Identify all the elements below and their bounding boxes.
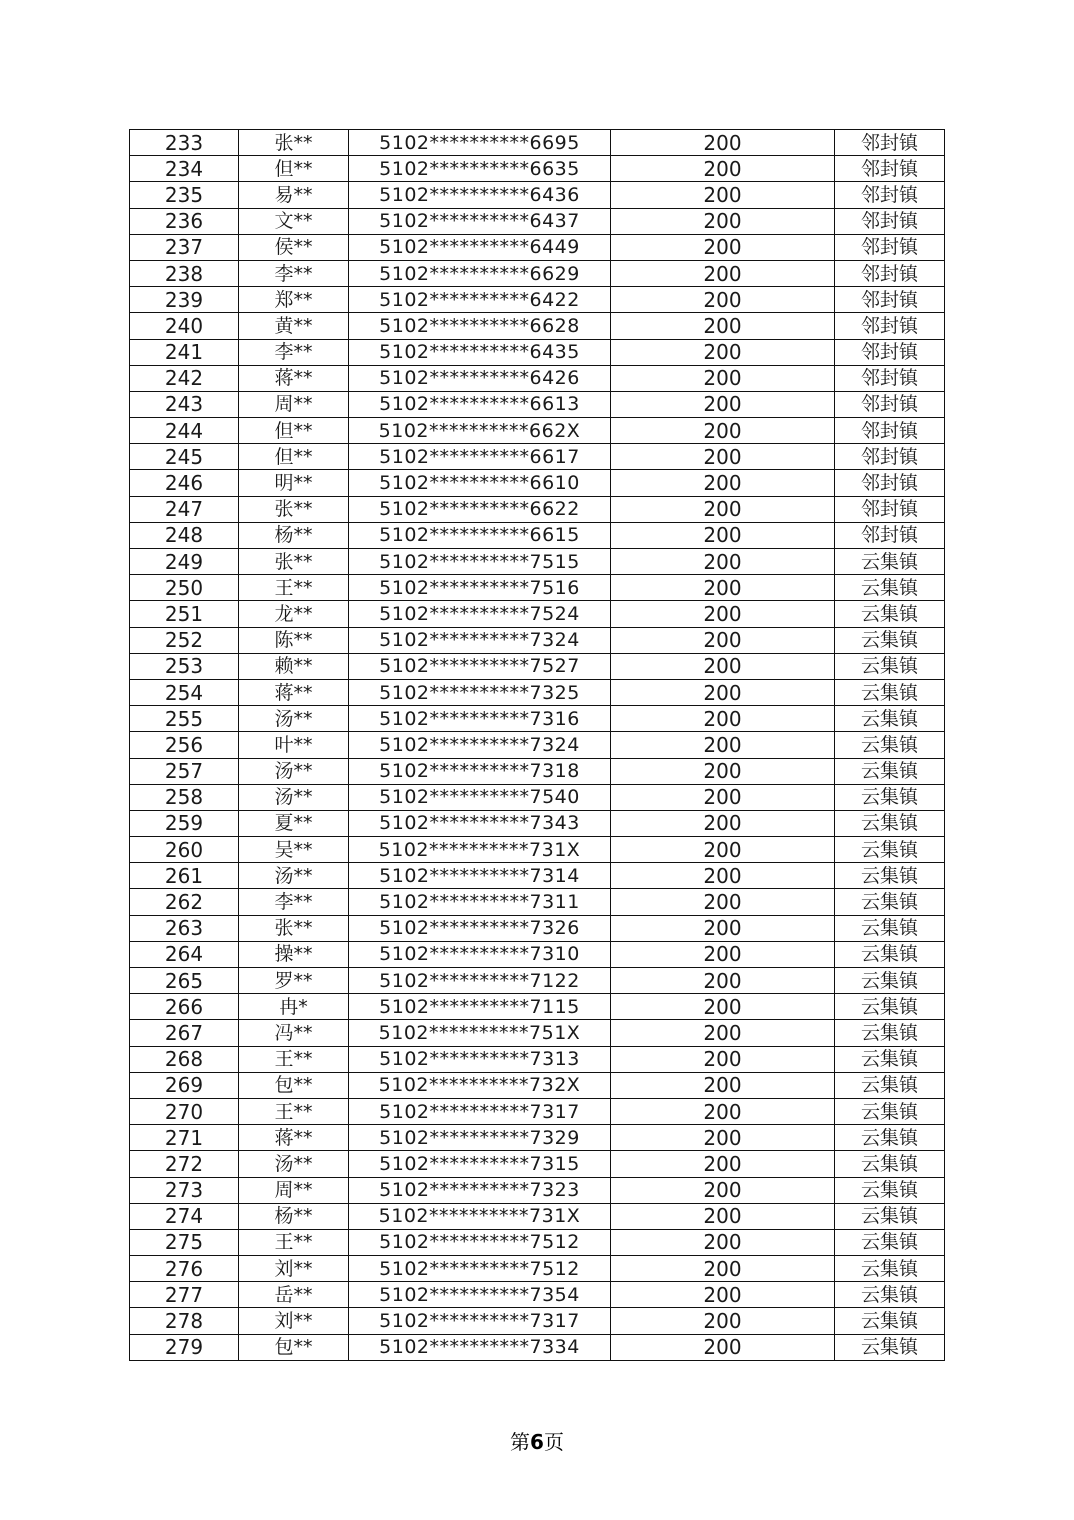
town-cell: 云集镇	[835, 784, 945, 810]
id-number-cell: 5102**********7324	[349, 732, 611, 758]
amount-cell: 200	[611, 889, 835, 915]
name-cell: 夏**	[239, 810, 349, 836]
name-cell: 但**	[239, 418, 349, 444]
table-row	[130, 156, 945, 182]
town-cell: 邻封镇	[835, 418, 945, 444]
table-row	[130, 1334, 945, 1360]
row-number-cell: 271	[130, 1125, 239, 1151]
town-cell: 云集镇	[835, 679, 945, 705]
amount-cell: 200	[611, 706, 835, 732]
table-row	[130, 1072, 945, 1098]
name-cell: 龙**	[239, 601, 349, 627]
name-cell: 汤**	[239, 1151, 349, 1177]
id-number-cell: 5102**********7310	[349, 941, 611, 967]
name-cell: 郑**	[239, 287, 349, 313]
name-cell: 但**	[239, 156, 349, 182]
id-number-cell: 5102**********7313	[349, 1046, 611, 1072]
name-cell: 张**	[239, 130, 349, 156]
town-cell: 云集镇	[835, 1229, 945, 1255]
town-cell: 云集镇	[835, 941, 945, 967]
town-cell: 邻封镇	[835, 365, 945, 391]
name-cell: 张**	[239, 496, 349, 522]
name-cell: 汤**	[239, 784, 349, 810]
name-cell: 王**	[239, 1098, 349, 1124]
row-number-cell: 245	[130, 444, 239, 470]
row-number-cell: 258	[130, 784, 239, 810]
table-row	[130, 627, 945, 653]
table-row	[130, 863, 945, 889]
amount-cell: 200	[611, 627, 835, 653]
table-row	[130, 1098, 945, 1124]
name-cell: 侯**	[239, 234, 349, 260]
table-row	[130, 1046, 945, 1072]
id-number-cell: 5102**********7329	[349, 1125, 611, 1151]
table-row	[130, 1282, 945, 1308]
id-number-cell: 5102**********7524	[349, 601, 611, 627]
id-number-cell: 5102**********6437	[349, 208, 611, 234]
page-label-prefix: 第	[510, 1430, 531, 1454]
page-number: 6	[530, 1430, 544, 1454]
row-number-cell: 259	[130, 810, 239, 836]
town-cell: 云集镇	[835, 810, 945, 836]
table-row	[130, 287, 945, 313]
town-cell: 云集镇	[835, 915, 945, 941]
name-cell: 蒋**	[239, 1125, 349, 1151]
amount-cell: 200	[611, 994, 835, 1020]
id-number-cell: 5102**********7316	[349, 706, 611, 732]
amount-cell: 200	[611, 1151, 835, 1177]
amount-cell: 200	[611, 208, 835, 234]
table-row	[130, 418, 945, 444]
town-cell: 云集镇	[835, 1334, 945, 1360]
id-number-cell: 5102**********6629	[349, 260, 611, 286]
town-cell: 云集镇	[835, 601, 945, 627]
name-cell: 罗**	[239, 968, 349, 994]
town-cell: 云集镇	[835, 994, 945, 1020]
town-cell: 云集镇	[835, 1125, 945, 1151]
id-number-cell: 5102**********7323	[349, 1177, 611, 1203]
amount-cell: 200	[611, 1229, 835, 1255]
table-row	[130, 260, 945, 286]
row-number-cell: 237	[130, 234, 239, 260]
row-number-cell: 276	[130, 1256, 239, 1282]
row-number-cell: 277	[130, 1282, 239, 1308]
name-cell: 蒋**	[239, 365, 349, 391]
name-cell: 包**	[239, 1334, 349, 1360]
name-cell: 刘**	[239, 1308, 349, 1334]
town-cell: 邻封镇	[835, 287, 945, 313]
id-number-cell: 5102**********6613	[349, 391, 611, 417]
table-row	[130, 1229, 945, 1255]
table-row	[130, 1256, 945, 1282]
town-cell: 邻封镇	[835, 260, 945, 286]
table-row	[130, 1177, 945, 1203]
name-cell: 包**	[239, 1072, 349, 1098]
name-cell: 王**	[239, 1229, 349, 1255]
amount-cell: 200	[611, 339, 835, 365]
row-number-cell: 264	[130, 941, 239, 967]
name-cell: 杨**	[239, 1203, 349, 1229]
table-row	[130, 496, 945, 522]
town-cell: 邻封镇	[835, 313, 945, 339]
amount-cell: 200	[611, 863, 835, 889]
amount-cell: 200	[611, 758, 835, 784]
amount-cell: 200	[611, 182, 835, 208]
name-cell: 王**	[239, 1046, 349, 1072]
amount-cell: 200	[611, 915, 835, 941]
amount-cell: 200	[611, 1256, 835, 1282]
row-number-cell: 274	[130, 1203, 239, 1229]
id-number-cell: 5102**********6610	[349, 470, 611, 496]
table-row	[130, 182, 945, 208]
id-number-cell: 5102**********7512	[349, 1229, 611, 1255]
row-number-cell: 270	[130, 1098, 239, 1124]
row-number-cell: 262	[130, 889, 239, 915]
row-number-cell: 257	[130, 758, 239, 784]
amount-cell: 200	[611, 1046, 835, 1072]
id-number-cell: 5102**********7326	[349, 915, 611, 941]
row-number-cell: 251	[130, 601, 239, 627]
town-cell: 云集镇	[835, 575, 945, 601]
name-cell: 冉*	[239, 994, 349, 1020]
row-number-cell: 239	[130, 287, 239, 313]
id-number-cell: 5102**********6436	[349, 182, 611, 208]
name-cell: 叶**	[239, 732, 349, 758]
town-cell: 邻封镇	[835, 339, 945, 365]
town-cell: 云集镇	[835, 1151, 945, 1177]
row-number-cell: 272	[130, 1151, 239, 1177]
town-cell: 云集镇	[835, 627, 945, 653]
amount-cell: 200	[611, 234, 835, 260]
row-number-cell: 252	[130, 627, 239, 653]
town-cell: 云集镇	[835, 1072, 945, 1098]
town-cell: 云集镇	[835, 1308, 945, 1334]
name-cell: 吴**	[239, 837, 349, 863]
town-cell: 云集镇	[835, 1282, 945, 1308]
id-number-cell: 5102**********7317	[349, 1308, 611, 1334]
row-number-cell: 233	[130, 130, 239, 156]
table-row	[130, 679, 945, 705]
amount-cell: 200	[611, 156, 835, 182]
id-number-cell: 5102**********7314	[349, 863, 611, 889]
table-row	[130, 444, 945, 470]
town-cell: 云集镇	[835, 968, 945, 994]
id-number-cell: 5102**********7318	[349, 758, 611, 784]
amount-cell: 200	[611, 1334, 835, 1360]
amount-cell: 200	[611, 837, 835, 863]
row-number-cell: 234	[130, 156, 239, 182]
town-cell: 云集镇	[835, 758, 945, 784]
amount-cell: 200	[611, 941, 835, 967]
roster-table	[129, 129, 945, 1361]
row-number-cell: 256	[130, 732, 239, 758]
amount-cell: 200	[611, 575, 835, 601]
table-row	[130, 837, 945, 863]
town-cell: 邻封镇	[835, 156, 945, 182]
amount-cell: 200	[611, 601, 835, 627]
table-row	[130, 915, 945, 941]
name-cell: 易**	[239, 182, 349, 208]
id-number-cell: 5102**********7354	[349, 1282, 611, 1308]
amount-cell: 200	[611, 1177, 835, 1203]
table-row	[130, 1125, 945, 1151]
table-row	[130, 810, 945, 836]
row-number-cell: 249	[130, 549, 239, 575]
row-number-cell: 253	[130, 653, 239, 679]
amount-cell: 200	[611, 496, 835, 522]
row-number-cell: 267	[130, 1020, 239, 1046]
amount-cell: 200	[611, 1125, 835, 1151]
name-cell: 李**	[239, 339, 349, 365]
id-number-cell: 5102**********6695	[349, 130, 611, 156]
id-number-cell: 5102**********6628	[349, 313, 611, 339]
id-number-cell: 5102**********7122	[349, 968, 611, 994]
town-cell: 邻封镇	[835, 234, 945, 260]
row-number-cell: 248	[130, 522, 239, 548]
id-number-cell: 5102**********6435	[349, 339, 611, 365]
id-number-cell: 5102**********7324	[349, 627, 611, 653]
table-row	[130, 391, 945, 417]
id-number-cell: 5102**********6635	[349, 156, 611, 182]
town-cell: 邻封镇	[835, 496, 945, 522]
table-row	[130, 234, 945, 260]
id-number-cell: 5102**********6615	[349, 522, 611, 548]
name-cell: 李**	[239, 260, 349, 286]
amount-cell: 200	[611, 1203, 835, 1229]
id-number-cell: 5102**********751X	[349, 1020, 611, 1046]
name-cell: 陈**	[239, 627, 349, 653]
row-number-cell: 241	[130, 339, 239, 365]
table-row	[130, 758, 945, 784]
name-cell: 蒋**	[239, 679, 349, 705]
name-cell: 冯**	[239, 1020, 349, 1046]
id-number-cell: 5102**********7115	[349, 994, 611, 1020]
town-cell: 云集镇	[835, 1256, 945, 1282]
name-cell: 岳**	[239, 1282, 349, 1308]
town-cell: 邻封镇	[835, 130, 945, 156]
id-number-cell: 5102**********7512	[349, 1256, 611, 1282]
id-number-cell: 5102**********7315	[349, 1151, 611, 1177]
amount-cell: 200	[611, 444, 835, 470]
amount-cell: 200	[611, 1308, 835, 1334]
table-row	[130, 968, 945, 994]
id-number-cell: 5102**********7317	[349, 1098, 611, 1124]
town-cell: 邻封镇	[835, 391, 945, 417]
row-number-cell: 260	[130, 837, 239, 863]
id-number-cell: 5102**********6617	[349, 444, 611, 470]
amount-cell: 200	[611, 365, 835, 391]
id-number-cell: 5102**********7311	[349, 889, 611, 915]
town-cell: 云集镇	[835, 549, 945, 575]
table-row	[130, 784, 945, 810]
id-number-cell: 5102**********731X	[349, 837, 611, 863]
row-number-cell: 242	[130, 365, 239, 391]
town-cell: 云集镇	[835, 1177, 945, 1203]
id-number-cell: 5102**********731X	[349, 1203, 611, 1229]
table-row	[130, 653, 945, 679]
row-number-cell: 254	[130, 679, 239, 705]
table-row	[130, 339, 945, 365]
id-number-cell: 5102**********7540	[349, 784, 611, 810]
amount-cell: 200	[611, 1020, 835, 1046]
town-cell: 云集镇	[835, 837, 945, 863]
amount-cell: 200	[611, 549, 835, 575]
row-number-cell: 279	[130, 1334, 239, 1360]
table-row	[130, 941, 945, 967]
town-cell: 云集镇	[835, 1203, 945, 1229]
amount-cell: 200	[611, 1098, 835, 1124]
town-cell: 邻封镇	[835, 182, 945, 208]
amount-cell: 200	[611, 130, 835, 156]
town-cell: 云集镇	[835, 1020, 945, 1046]
table-row	[130, 1308, 945, 1334]
name-cell: 杨**	[239, 522, 349, 548]
id-number-cell: 5102**********7334	[349, 1334, 611, 1360]
row-number-cell: 269	[130, 1072, 239, 1098]
table-row	[130, 549, 945, 575]
name-cell: 操**	[239, 941, 349, 967]
row-number-cell: 243	[130, 391, 239, 417]
town-cell: 云集镇	[835, 653, 945, 679]
row-number-cell: 261	[130, 863, 239, 889]
amount-cell: 200	[611, 391, 835, 417]
row-number-cell: 236	[130, 208, 239, 234]
town-cell: 邻封镇	[835, 470, 945, 496]
table-row	[130, 130, 945, 156]
row-number-cell: 247	[130, 496, 239, 522]
name-cell: 周**	[239, 1177, 349, 1203]
table-row	[130, 994, 945, 1020]
town-cell: 云集镇	[835, 863, 945, 889]
table-row	[130, 575, 945, 601]
row-number-cell: 250	[130, 575, 239, 601]
table-row	[130, 470, 945, 496]
name-cell: 赖**	[239, 653, 349, 679]
table-row	[130, 313, 945, 339]
row-number-cell: 263	[130, 915, 239, 941]
amount-cell: 200	[611, 313, 835, 339]
id-number-cell: 5102**********6622	[349, 496, 611, 522]
row-number-cell: 275	[130, 1229, 239, 1255]
town-cell: 邻封镇	[835, 444, 945, 470]
amount-cell: 200	[611, 470, 835, 496]
id-number-cell: 5102**********6422	[349, 287, 611, 313]
row-number-cell: 238	[130, 260, 239, 286]
id-number-cell: 5102**********7516	[349, 575, 611, 601]
name-cell: 文**	[239, 208, 349, 234]
town-cell: 邻封镇	[835, 208, 945, 234]
id-number-cell: 5102**********732X	[349, 1072, 611, 1098]
id-number-cell: 5102**********7325	[349, 679, 611, 705]
table-row	[130, 601, 945, 627]
amount-cell: 200	[611, 653, 835, 679]
amount-cell: 200	[611, 1282, 835, 1308]
table-row	[130, 522, 945, 548]
table-row	[130, 365, 945, 391]
row-number-cell: 265	[130, 968, 239, 994]
table-row	[130, 1020, 945, 1046]
town-cell: 云集镇	[835, 1098, 945, 1124]
town-cell: 云集镇	[835, 706, 945, 732]
name-cell: 刘**	[239, 1256, 349, 1282]
table-row	[130, 1151, 945, 1177]
roster-table-body	[130, 130, 945, 1361]
id-number-cell: 5102**********6449	[349, 234, 611, 260]
town-cell: 邻封镇	[835, 522, 945, 548]
id-number-cell: 5102**********662X	[349, 418, 611, 444]
name-cell: 明**	[239, 470, 349, 496]
table-row	[130, 706, 945, 732]
amount-cell: 200	[611, 260, 835, 286]
amount-cell: 200	[611, 968, 835, 994]
amount-cell: 200	[611, 732, 835, 758]
town-cell: 云集镇	[835, 1046, 945, 1072]
amount-cell: 200	[611, 784, 835, 810]
table-row	[130, 208, 945, 234]
town-cell: 云集镇	[835, 732, 945, 758]
row-number-cell: 255	[130, 706, 239, 732]
table-row	[130, 1203, 945, 1229]
row-number-cell: 240	[130, 313, 239, 339]
amount-cell: 200	[611, 810, 835, 836]
id-number-cell: 5102**********7515	[349, 549, 611, 575]
row-number-cell: 273	[130, 1177, 239, 1203]
row-number-cell: 266	[130, 994, 239, 1020]
name-cell: 但**	[239, 444, 349, 470]
amount-cell: 200	[611, 418, 835, 444]
name-cell: 汤**	[239, 706, 349, 732]
row-number-cell: 235	[130, 182, 239, 208]
id-number-cell: 5102**********6426	[349, 365, 611, 391]
amount-cell: 200	[611, 1072, 835, 1098]
name-cell: 张**	[239, 549, 349, 575]
row-number-cell: 278	[130, 1308, 239, 1334]
table-row	[130, 889, 945, 915]
table-row	[130, 732, 945, 758]
id-number-cell: 5102**********7527	[349, 653, 611, 679]
row-number-cell: 268	[130, 1046, 239, 1072]
town-cell: 云集镇	[835, 889, 945, 915]
amount-cell: 200	[611, 287, 835, 313]
name-cell: 张**	[239, 915, 349, 941]
name-cell: 汤**	[239, 863, 349, 889]
name-cell: 李**	[239, 889, 349, 915]
id-number-cell: 5102**********7343	[349, 810, 611, 836]
name-cell: 周**	[239, 391, 349, 417]
name-cell: 王**	[239, 575, 349, 601]
row-number-cell: 246	[130, 470, 239, 496]
page-label-suffix: 页	[543, 1430, 564, 1454]
amount-cell: 200	[611, 522, 835, 548]
page-footer	[0, 1426, 1074, 1455]
name-cell: 汤**	[239, 758, 349, 784]
name-cell: 黄**	[239, 313, 349, 339]
amount-cell: 200	[611, 679, 835, 705]
row-number-cell: 244	[130, 418, 239, 444]
